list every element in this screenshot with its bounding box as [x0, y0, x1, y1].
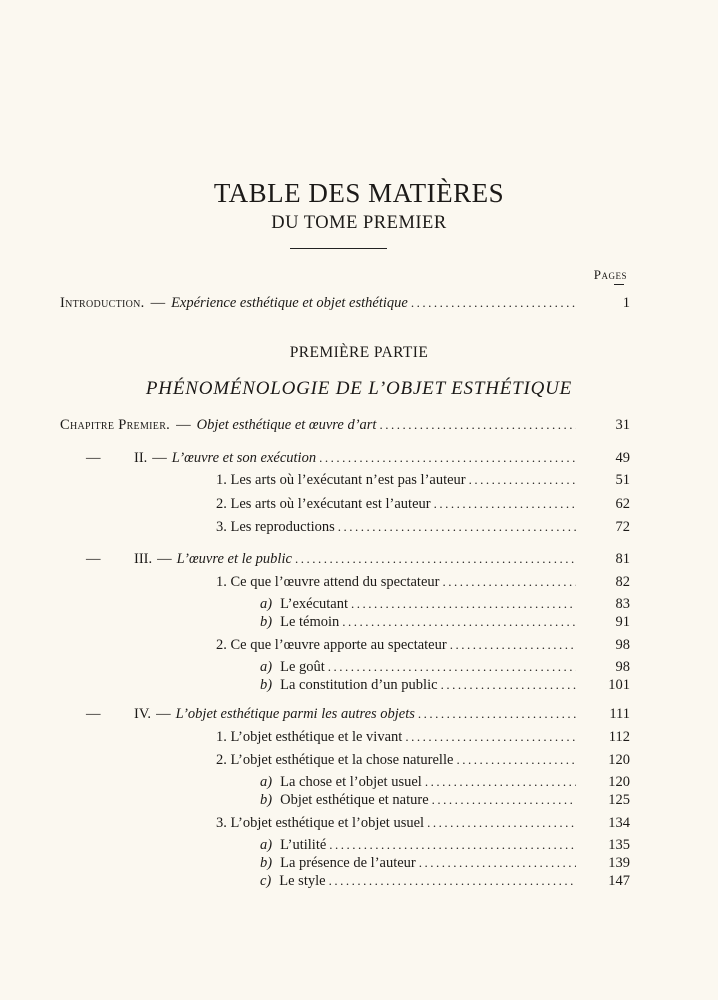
- page-number: 83: [615, 596, 630, 612]
- toc-entry-chapter-2[interactable]: II. — L’œuvre et son exécution .....: [134, 448, 578, 468]
- ditto-dash: —: [86, 551, 101, 567]
- page-subtitle: DU TOME PREMIER: [271, 213, 447, 233]
- page-number: 111: [609, 706, 630, 722]
- toc-entry-chapter-1[interactable]: Chapitre Premier. — Objet esthétique et œuvre d’art .....: [60, 415, 578, 435]
- leader-dots: [319, 448, 576, 468]
- page-number: 120: [608, 752, 630, 768]
- page-number: 98: [615, 637, 630, 653]
- leader-dots: [342, 612, 576, 632]
- toc-subsection[interactable]: c) Le style .....: [260, 871, 578, 891]
- page-number: 101: [608, 677, 630, 693]
- leader-dots: [295, 549, 576, 569]
- part-title: PHÉNOMÉNOLOGIE DE L’OBJET ESTHÉTIQUE: [145, 378, 573, 399]
- page-number: 81: [615, 551, 630, 567]
- toc-section[interactable]: 1. Les arts où l’exécutant n’est pas l’auteur .....: [216, 470, 578, 490]
- page-number: 98: [615, 659, 630, 675]
- part-number: PREMIÈRE PARTIE: [289, 344, 429, 361]
- toc-section[interactable]: 1. L’objet esthétique et le vivant .....: [216, 727, 578, 747]
- page-number: 91: [615, 614, 630, 630]
- leader-dots: [338, 517, 576, 537]
- leader-dots: [432, 790, 576, 810]
- page-number: 72: [615, 519, 630, 535]
- leader-dots: [411, 293, 576, 313]
- toc-section[interactable]: 1. Ce que l’œuvre attend du spectateur .....: [216, 572, 578, 592]
- toc-section[interactable]: 3. Les reproductions .....: [216, 517, 578, 537]
- toc-subsection[interactable]: a) L’utilité .....: [260, 835, 578, 855]
- page-number: 135: [608, 837, 630, 853]
- page-number: 1: [622, 295, 630, 311]
- leader-dots: [379, 415, 576, 435]
- leader-dots: [418, 704, 576, 724]
- toc-section[interactable]: 2. Ce que l’œuvre apporte au spectateur .....: [216, 635, 578, 655]
- leader-dots: [351, 594, 576, 614]
- toc-entry-chapter-4[interactable]: IV. — L’objet esthétique parmi les autres objets .....: [134, 704, 578, 724]
- leader-dots: [442, 572, 576, 592]
- ditto-dash: —: [86, 450, 101, 466]
- leader-dots: [441, 675, 576, 695]
- page-number: 51: [615, 472, 630, 488]
- leader-dots: [328, 657, 576, 677]
- toc-section[interactable]: 2. Les arts où l’exécutant est l’auteur .....: [216, 494, 578, 514]
- leader-dots: [427, 813, 576, 833]
- leader-dots: [434, 494, 576, 514]
- page-number: 125: [608, 792, 630, 808]
- page-number: 31: [615, 417, 630, 433]
- page-title: TABLE DES MATIÈRES: [213, 178, 505, 208]
- page-number: 49: [615, 450, 630, 466]
- leader-dots: [329, 871, 576, 891]
- leader-dots: [469, 470, 576, 490]
- toc-subsection[interactable]: a) Le goût .....: [260, 657, 578, 677]
- page-number: 134: [608, 815, 630, 831]
- toc-entry-introduction[interactable]: Introduction. — Expérience esthétique et objet esthétique .....: [60, 293, 578, 313]
- toc-subsection[interactable]: b) La constitution d’un public .....: [260, 675, 578, 695]
- page-number: 139: [608, 855, 630, 871]
- leader-dots: [329, 835, 576, 855]
- page-number: 120: [608, 774, 630, 790]
- leader-dots: [450, 635, 576, 655]
- page-number: 82: [615, 574, 630, 590]
- pages-column-label: Pages: [593, 267, 627, 282]
- toc-section[interactable]: 3. L’objet esthétique et l’objet usuel .....: [216, 813, 578, 833]
- pages-rule: [614, 284, 624, 285]
- page-number: 147: [608, 873, 630, 889]
- toc-subsection[interactable]: b) Le témoin .....: [260, 612, 578, 632]
- ditto-dash: —: [86, 706, 101, 722]
- leader-dots: [456, 750, 576, 770]
- toc-entry-chapter-3[interactable]: III. — L’œuvre et le public .....: [134, 549, 578, 569]
- leader-dots: [425, 772, 576, 792]
- page-number: 62: [615, 496, 630, 512]
- toc-subsection[interactable]: b) La présence de l’auteur .....: [260, 853, 578, 873]
- toc-section[interactable]: 2. L’objet esthétique et la chose naturelle .....: [216, 750, 578, 770]
- leader-dots: [405, 727, 576, 747]
- title-rule: [290, 248, 387, 249]
- toc-subsection[interactable]: b) Objet esthétique et nature .....: [260, 790, 578, 810]
- toc-subsection[interactable]: a) L’exécutant .....: [260, 594, 578, 614]
- toc-subsection[interactable]: a) La chose et l’objet usuel .....: [260, 772, 578, 792]
- leader-dots: [419, 853, 576, 873]
- page-number: 112: [608, 729, 630, 745]
